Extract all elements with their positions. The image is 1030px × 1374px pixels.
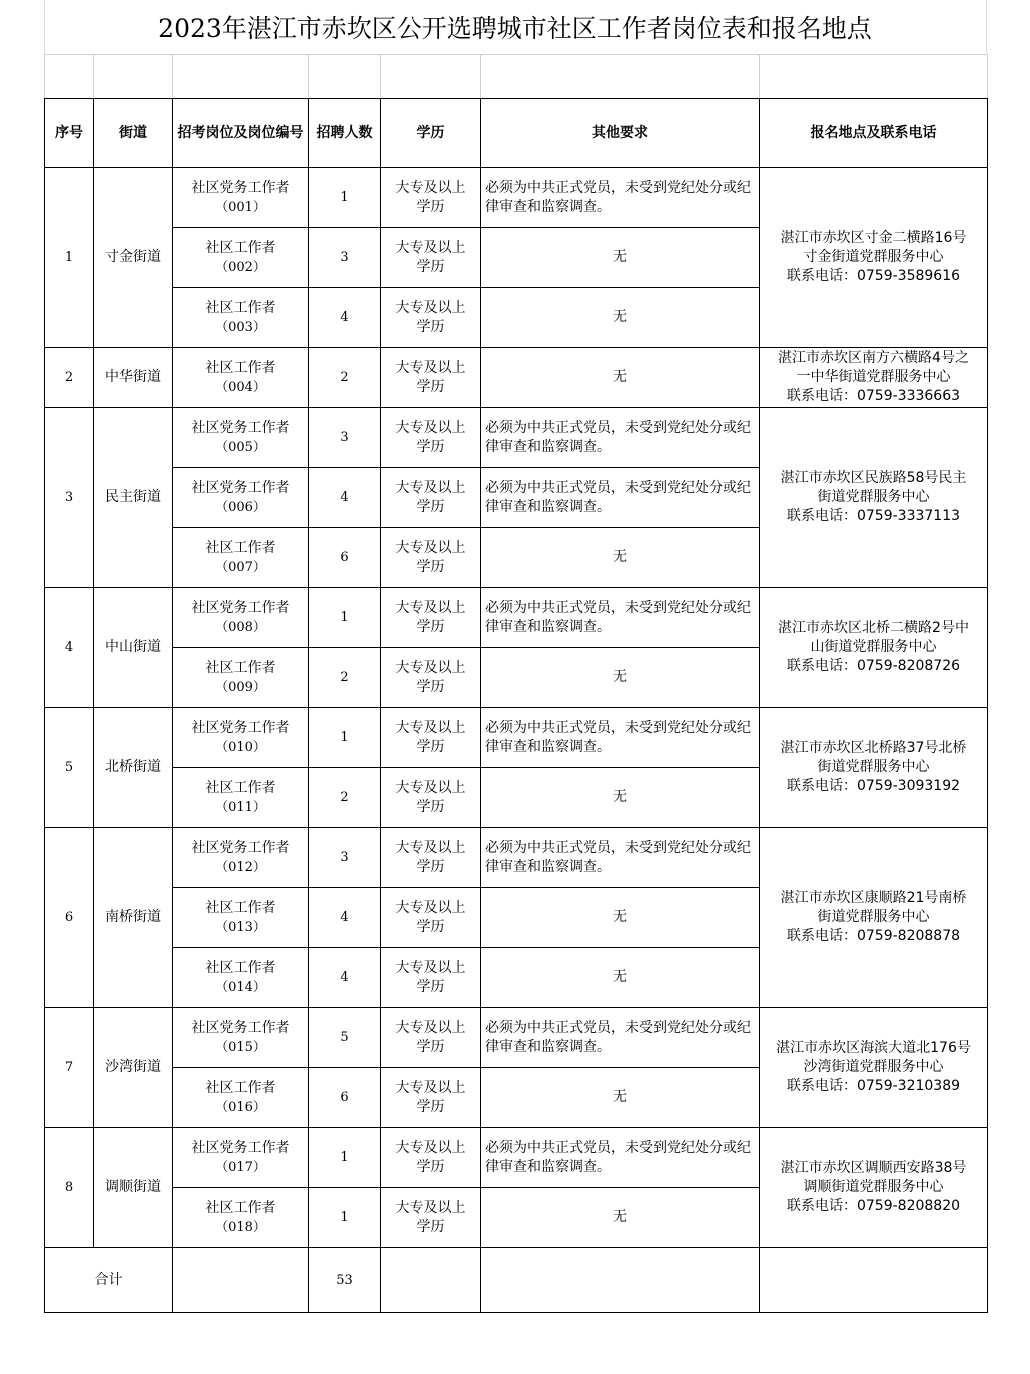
education-line: 学历 — [416, 558, 445, 575]
header-position: 招考岗位及岗位编号 — [173, 99, 309, 168]
location-line: 山街道党群服务中心 — [810, 639, 937, 655]
position-title: 社区党务工作者 — [191, 719, 290, 736]
position-cell — [173, 348, 309, 408]
requirement-cell: 无 — [481, 888, 760, 948]
positions-table — [44, 54, 988, 1313]
position-code: （007） — [215, 559, 266, 575]
location-cell — [760, 348, 988, 408]
education-line: 大专及以上 — [395, 839, 466, 856]
count-cell: 2 — [309, 768, 381, 828]
position-cell — [173, 168, 309, 228]
location-cell — [760, 168, 988, 348]
position-cell — [173, 1068, 309, 1128]
education-line: 学历 — [416, 738, 445, 755]
position-title: 社区工作者 — [205, 659, 276, 676]
education-line: 学历 — [416, 678, 445, 695]
position-cell — [173, 468, 309, 528]
education-line: 大专及以上 — [395, 419, 466, 436]
position-code: （009） — [215, 679, 266, 695]
education-line: 大专及以上 — [395, 179, 466, 196]
table-row — [45, 168, 988, 228]
seq-cell: 7 — [45, 1008, 94, 1128]
education-line: 大专及以上 — [395, 1079, 466, 1096]
education-line: 大专及以上 — [395, 239, 466, 256]
count-cell: 6 — [309, 528, 381, 588]
position-cell — [173, 588, 309, 648]
requirement-cell: 无 — [481, 1188, 760, 1248]
count-cell: 2 — [309, 348, 381, 408]
position-cell — [173, 948, 309, 1008]
table-row — [45, 348, 988, 408]
position-title: 社区党务工作者 — [191, 419, 290, 436]
seq-cell: 8 — [45, 1128, 94, 1248]
education-line: 学历 — [416, 858, 445, 875]
position-cell — [173, 708, 309, 768]
education-line: 大专及以上 — [395, 1139, 466, 1156]
education-line: 学历 — [416, 798, 445, 815]
education-line: 学历 — [416, 258, 445, 275]
position-title: 社区工作者 — [205, 899, 276, 916]
position-title: 社区工作者 — [205, 1079, 276, 1096]
table-row — [45, 408, 988, 468]
count-cell: 4 — [309, 288, 381, 348]
header-count: 招聘人数 — [309, 99, 381, 168]
position-cell — [173, 1008, 309, 1068]
location-cell — [760, 828, 988, 1008]
location-line: 联系电话：0759-3210389 — [786, 1078, 961, 1094]
position-title: 社区党务工作者 — [191, 599, 290, 616]
education-line: 大专及以上 — [395, 599, 466, 616]
title-gridline-right — [986, 0, 987, 54]
requirement-cell: 无 — [481, 288, 760, 348]
position-title: 社区工作者 — [205, 299, 276, 316]
count-cell: 5 — [309, 1008, 381, 1068]
count-cell: 1 — [309, 1128, 381, 1188]
education-line: 大专及以上 — [395, 1199, 466, 1216]
requirement-cell: 必须为中共正式党员，未受到党纪处分或纪律审查和监察调查。 — [481, 408, 760, 468]
position-cell — [173, 288, 309, 348]
location-line: 联系电话：0759-3337113 — [786, 508, 961, 524]
education-cell — [381, 708, 481, 768]
requirement-cell: 必须为中共正式党员，未受到党纪处分或纪律审查和监察调查。 — [481, 588, 760, 648]
requirement-cell: 无 — [481, 348, 760, 408]
location-line: 联系电话：0759-3093192 — [786, 778, 961, 794]
count-cell: 1 — [309, 708, 381, 768]
position-title: 社区工作者 — [205, 779, 276, 796]
header-education: 学历 — [381, 99, 481, 168]
location-line: 湛江市赤坎区调顺西安路38号 — [780, 1160, 967, 1176]
location-cell — [760, 1008, 988, 1128]
education-line: 大专及以上 — [395, 359, 466, 376]
table-row — [45, 828, 988, 888]
education-line: 学历 — [416, 618, 445, 635]
requirement-cell: 必须为中共正式党员，未受到党纪处分或纪律审查和监察调查。 — [481, 468, 760, 528]
requirement-cell: 必须为中共正式党员，未受到党纪处分或纪律审查和监察调查。 — [481, 1008, 760, 1068]
education-cell — [381, 288, 481, 348]
count-cell: 4 — [309, 468, 381, 528]
seq-cell: 3 — [45, 408, 94, 588]
position-code: （012） — [215, 859, 266, 875]
requirement-cell: 必须为中共正式党员，未受到党纪处分或纪律审查和监察调查。 — [481, 828, 760, 888]
count-cell: 1 — [309, 588, 381, 648]
table-row — [45, 1008, 988, 1068]
position-code: （010） — [215, 739, 266, 755]
position-code: （011） — [215, 799, 266, 815]
education-line: 大专及以上 — [395, 659, 466, 676]
position-title: 社区工作者 — [205, 359, 276, 376]
position-title: 社区党务工作者 — [191, 179, 290, 196]
education-cell — [381, 1008, 481, 1068]
education-line: 学历 — [416, 1158, 445, 1175]
position-title: 社区党务工作者 — [191, 1139, 290, 1156]
position-code: （006） — [215, 499, 266, 515]
education-cell — [381, 1128, 481, 1188]
education-line: 学历 — [416, 198, 445, 215]
count-cell: 6 — [309, 1068, 381, 1128]
requirement-cell: 无 — [481, 1068, 760, 1128]
street-cell: 调顺街道 — [94, 1128, 173, 1248]
total-count: 53 — [309, 1248, 381, 1313]
count-cell: 1 — [309, 1188, 381, 1248]
blank-row — [45, 55, 988, 99]
location-line: 湛江市赤坎区海滨大道北176号 — [776, 1040, 971, 1056]
header-street: 街道 — [94, 99, 173, 168]
education-cell — [381, 888, 481, 948]
location-line: 街道党群服务中心 — [817, 909, 930, 925]
table-row — [45, 588, 988, 648]
location-cell — [760, 1128, 988, 1248]
street-cell: 中山街道 — [94, 588, 173, 708]
education-line: 大专及以上 — [395, 1019, 466, 1036]
education-cell — [381, 348, 481, 408]
requirement-cell: 必须为中共正式党员，未受到党纪处分或纪律审查和监察调查。 — [481, 168, 760, 228]
education-line: 学历 — [416, 438, 445, 455]
education-line: 大专及以上 — [395, 299, 466, 316]
street-cell: 寸金街道 — [94, 168, 173, 348]
education-line: 大专及以上 — [395, 719, 466, 736]
street-cell: 民主街道 — [94, 408, 173, 588]
street-cell: 沙湾街道 — [94, 1008, 173, 1128]
position-title: 社区工作者 — [205, 959, 276, 976]
position-cell — [173, 648, 309, 708]
position-code: （004） — [215, 379, 266, 395]
count-cell: 4 — [309, 888, 381, 948]
position-cell — [173, 228, 309, 288]
position-cell — [173, 528, 309, 588]
education-cell — [381, 468, 481, 528]
education-cell — [381, 948, 481, 1008]
position-cell — [173, 828, 309, 888]
seq-cell: 4 — [45, 588, 94, 708]
position-code: （001） — [215, 199, 266, 215]
position-title: 社区工作者 — [205, 539, 276, 556]
location-cell — [760, 408, 988, 588]
location-line: 联系电话：0759-8208726 — [786, 658, 961, 674]
education-line: 大专及以上 — [395, 959, 466, 976]
education-cell — [381, 768, 481, 828]
count-cell: 3 — [309, 408, 381, 468]
position-code: （015） — [215, 1039, 266, 1055]
page-title: 2023年湛江市赤坎区公开选聘城市社区工作者岗位表和报名地点 — [158, 14, 872, 43]
position-code: （005） — [215, 439, 266, 455]
education-cell — [381, 1188, 481, 1248]
requirement-cell: 无 — [481, 768, 760, 828]
total-row — [45, 1248, 988, 1313]
location-line: 街道党群服务中心 — [817, 489, 930, 505]
education-cell — [381, 588, 481, 648]
education-line: 大专及以上 — [395, 479, 466, 496]
count-cell: 3 — [309, 228, 381, 288]
location-cell — [760, 588, 988, 708]
seq-cell: 1 — [45, 168, 94, 348]
requirement-cell: 无 — [481, 648, 760, 708]
location-line: 湛江市赤坎区寸金二横路16号 — [780, 230, 967, 246]
position-code: （016） — [215, 1099, 266, 1115]
location-line: 湛江市赤坎区民族路58号民主 — [780, 470, 967, 486]
header-seq: 序号 — [45, 99, 94, 168]
requirement-cell: 无 — [481, 528, 760, 588]
education-cell — [381, 408, 481, 468]
seq-cell: 5 — [45, 708, 94, 828]
position-code: （008） — [215, 619, 266, 635]
education-cell — [381, 528, 481, 588]
education-cell — [381, 828, 481, 888]
location-cell — [760, 708, 988, 828]
education-cell — [381, 228, 481, 288]
position-code: （013） — [215, 919, 266, 935]
title-gridline-left — [44, 0, 45, 54]
position-cell — [173, 1128, 309, 1188]
location-line: 联系电话：0759-8208820 — [786, 1198, 961, 1214]
position-cell — [173, 408, 309, 468]
position-cell — [173, 888, 309, 948]
seq-cell: 2 — [45, 348, 94, 408]
location-line: 联系电话：0759-3589616 — [786, 268, 961, 284]
location-line: 湛江市赤坎区南方六横路4号之 — [778, 350, 969, 366]
requirement-cell: 必须为中共正式党员，未受到党纪处分或纪律审查和监察调查。 — [481, 708, 760, 768]
education-line: 大专及以上 — [395, 779, 466, 796]
position-code: （014） — [215, 979, 266, 995]
street-cell: 南桥街道 — [94, 828, 173, 1008]
education-line: 学历 — [416, 918, 445, 935]
education-line: 大专及以上 — [395, 899, 466, 916]
position-title: 社区工作者 — [205, 239, 276, 256]
location-line: 寸金街道党群服务中心 — [803, 249, 944, 265]
education-cell — [381, 1068, 481, 1128]
header-row — [45, 99, 988, 168]
location-line: 联系电话：0759-8208878 — [786, 928, 961, 944]
location-line: 联系电话：0759-3336663 — [786, 388, 961, 404]
education-line: 学历 — [416, 978, 445, 995]
position-code: （002） — [215, 259, 266, 275]
location-line: 一中华街道党群服务中心 — [796, 369, 951, 385]
education-line: 大专及以上 — [395, 539, 466, 556]
count-cell: 1 — [309, 168, 381, 228]
position-title: 社区党务工作者 — [191, 839, 290, 856]
table-row — [45, 1128, 988, 1188]
education-line: 学历 — [416, 1098, 445, 1115]
position-cell — [173, 1188, 309, 1248]
position-code: （003） — [215, 319, 266, 335]
position-code: （018） — [215, 1219, 266, 1235]
requirement-cell: 无 — [481, 228, 760, 288]
education-line: 学历 — [416, 378, 445, 395]
header-other: 其他要求 — [481, 99, 760, 168]
count-cell: 3 — [309, 828, 381, 888]
count-cell: 4 — [309, 948, 381, 1008]
position-title: 社区党务工作者 — [191, 479, 290, 496]
location-line: 街道党群服务中心 — [817, 759, 930, 775]
education-cell — [381, 648, 481, 708]
location-line: 湛江市赤坎区康顺路21号南桥 — [780, 890, 967, 906]
location-line: 沙湾街道党群服务中心 — [803, 1059, 944, 1075]
education-line: 学历 — [416, 318, 445, 335]
seq-cell: 6 — [45, 828, 94, 1008]
header-location: 报名地点及联系电话 — [760, 99, 988, 168]
street-cell: 北桥街道 — [94, 708, 173, 828]
total-label: 合计 — [45, 1248, 173, 1313]
position-cell — [173, 768, 309, 828]
position-title: 社区工作者 — [205, 1199, 276, 1216]
count-cell: 2 — [309, 648, 381, 708]
location-line: 湛江市赤坎区北桥二横路2号中 — [778, 620, 969, 636]
requirement-cell: 必须为中共正式党员，未受到党纪处分或纪律审查和监察调查。 — [481, 1128, 760, 1188]
education-cell — [381, 168, 481, 228]
location-line: 调顺街道党群服务中心 — [803, 1179, 944, 1195]
education-line: 学历 — [416, 1218, 445, 1235]
position-code: （017） — [215, 1159, 266, 1175]
education-line: 学历 — [416, 498, 445, 515]
education-line: 学历 — [416, 1038, 445, 1055]
location-line: 湛江市赤坎区北桥路37号北桥 — [780, 740, 967, 756]
position-title: 社区党务工作者 — [191, 1019, 290, 1036]
street-cell: 中华街道 — [94, 348, 173, 408]
requirement-cell: 无 — [481, 948, 760, 1008]
table-row — [45, 708, 988, 768]
